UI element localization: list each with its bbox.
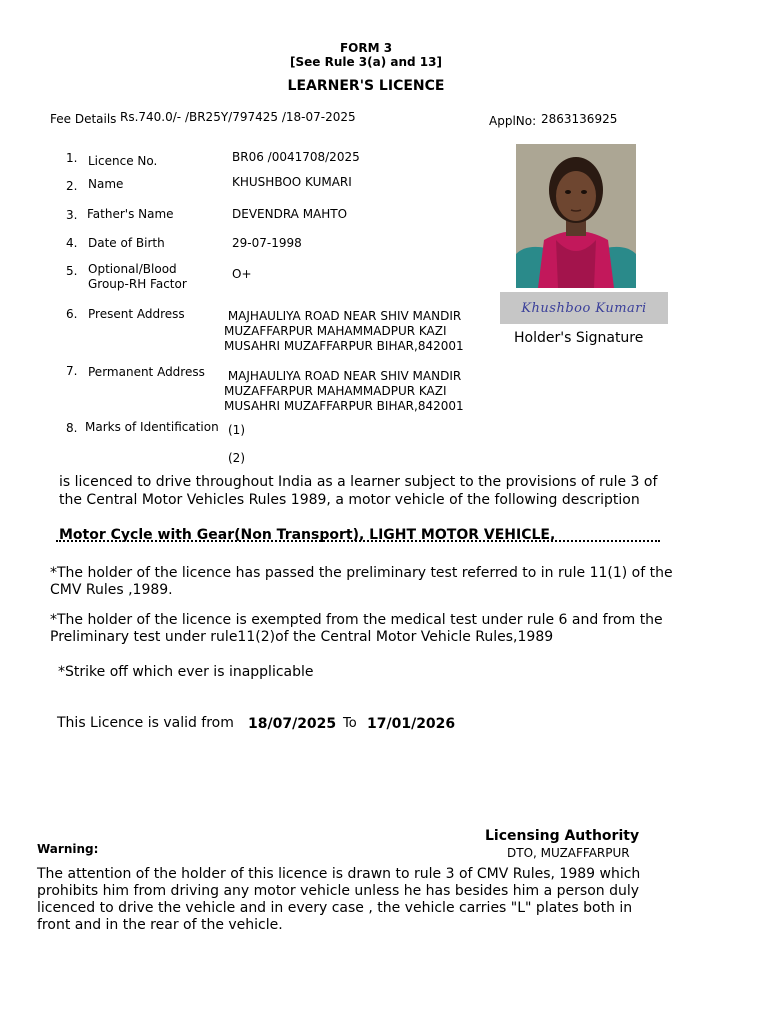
field-num: 1.	[66, 151, 78, 165]
signature-text: Khushboo Kumari	[521, 300, 647, 316]
field-num: 5.	[66, 264, 78, 278]
field-num: 4.	[66, 236, 78, 250]
present-address-line2: MUZAFFARPUR MAHAMMADPUR KAZI	[224, 324, 447, 338]
present-address-line1: MAJHAULIYA ROAD NEAR SHIV MANDIR	[224, 309, 462, 323]
permanent-address-line1: MAJHAULIYA ROAD NEAR SHIV MANDIR	[224, 369, 462, 383]
field-num: 2.	[66, 179, 78, 193]
field-num: 6.	[66, 307, 78, 321]
present-address-line3: MUSAHRI MUZAFFARPUR BIHAR,842001	[224, 339, 464, 353]
permanent-address-label: Permanent Address	[88, 365, 205, 379]
licensing-authority-office: DTO, MUZAFFARPUR	[507, 846, 630, 860]
form-rule: [See Rule 3(a) and 13]	[290, 55, 442, 69]
licensing-authority-title: Licensing Authority	[485, 828, 640, 844]
field-num: 8.	[66, 421, 78, 435]
vehicle-class-underline	[56, 540, 660, 542]
form-number: FORM 3	[339, 41, 393, 55]
holder-signature	[500, 292, 668, 324]
dob-value: 29-07-1998	[232, 236, 302, 250]
strike-off-note: *Strike off which ever is inapplicable	[58, 664, 314, 680]
blood-group-label-line1: Optional/Blood	[88, 262, 177, 276]
appl-label: ApplNo:	[489, 114, 537, 128]
mark-2: (2)	[228, 451, 245, 465]
present-address-label: Present Address	[88, 307, 185, 321]
holder-photo	[516, 144, 636, 288]
field-num: 3.	[66, 208, 78, 222]
blood-group-value: O+	[232, 267, 252, 281]
field-num: 7.	[66, 364, 78, 378]
fee-value: Rs.740.0/- /BR25Y/797425 /18-07-2025	[120, 110, 356, 124]
licence-statement-line2: the Central Motor Vehicles Rules 1989, a motor vehicle of the following description	[59, 492, 640, 508]
licence-no-label: Licence No.	[88, 154, 158, 168]
name-label: Name	[88, 177, 124, 191]
appl-value: 2863136925	[541, 112, 618, 126]
licence-statement-line1: is licenced to drive throughout India as a learner subject to the provisions of rule 3 of	[59, 474, 658, 490]
permanent-address-line3: MUSAHRI MUZAFFARPUR BIHAR,842001	[224, 399, 464, 413]
valid-to-label: To	[343, 716, 357, 731]
warning-text: The attention of the holder of this licence is drawn to rule 3 of CMV Rules, 1989 which prohibits him from driving any motor vehicle unless he has besides him a person duly licenced to drive the vehicle and in every case , the vehicle carries "L" plates both in front and in the rear of the vehicle.	[37, 866, 641, 933]
passed-test-note: *The holder of the licence has passed the preliminary test referred to in rule 11(1) of the CMV Rules ,1989.	[50, 565, 673, 598]
father-name-value: DEVENDRA MAHTO	[232, 207, 348, 221]
exempted-note: *The holder of the licence is exempted from the medical test under rule 6 and from the Preliminary test under rule11(2)of the Central Motor Vehicle Rules,1989	[50, 612, 663, 645]
mark-1: (1)	[228, 423, 245, 437]
blood-group-label-line2: Group-RH Factor	[88, 277, 187, 291]
fee-label: Fee Details	[50, 112, 117, 126]
father-name-label: Father's Name	[87, 207, 174, 221]
dob-label: Date of Birth	[88, 236, 165, 250]
name-value: KHUSHBOO KUMARI	[232, 175, 352, 189]
marks-label: Marks of Identification	[85, 420, 219, 434]
warning-label: Warning:	[37, 842, 99, 856]
licence-no-value: BR06 /0041708/2025	[232, 150, 360, 164]
valid-to-date: 17/01/2026	[367, 716, 456, 732]
valid-from-date: 18/07/2025	[248, 716, 337, 732]
vehicle-class: Motor Cycle with Gear(Non Transport), LIGHT MOTOR VEHICLE,	[59, 527, 556, 543]
validity-label: This Licence is valid from	[57, 715, 234, 731]
portrait-image	[516, 144, 636, 288]
signature-label: Holder's Signature	[514, 330, 644, 346]
permanent-address-line2: MUZAFFARPUR MAHAMMADPUR KAZI	[224, 384, 447, 398]
page-title: LEARNER'S LICENCE	[287, 78, 445, 94]
